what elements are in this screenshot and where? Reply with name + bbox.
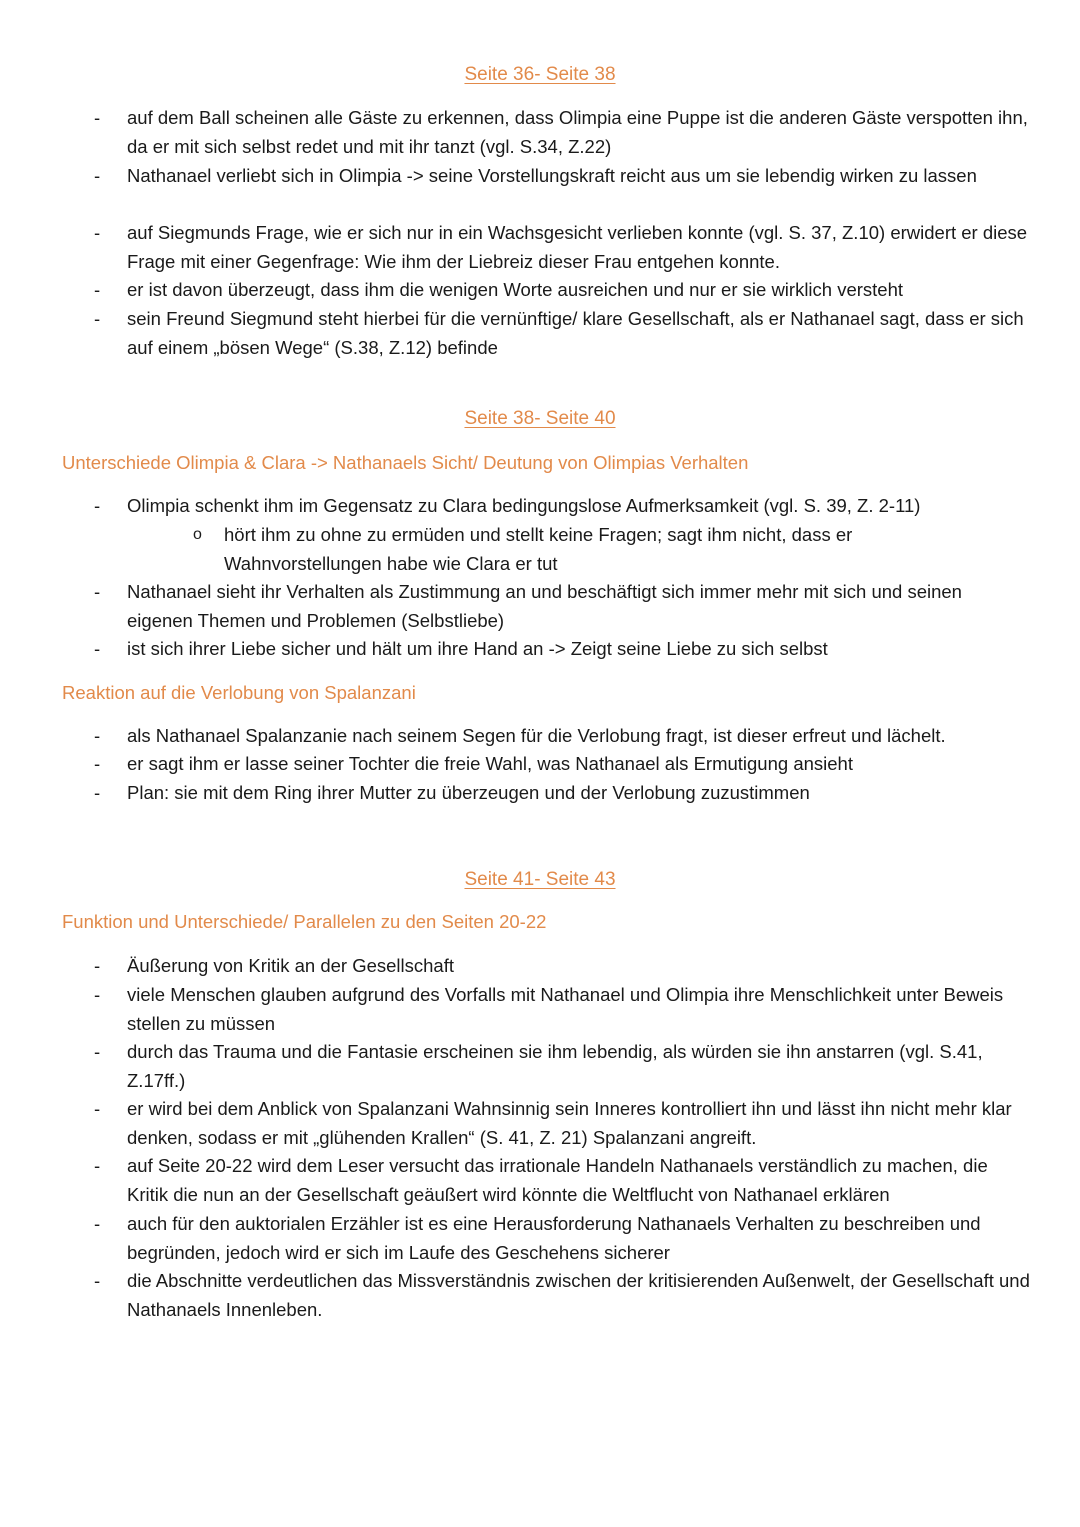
sub-heading: Funktion und Unterschiede/ Parallelen zu den Seiten 20-22: [62, 911, 547, 932]
section-heading: Seite 36- Seite 38: [464, 64, 616, 85]
list-item-text: sein Freund Siegmund steht hierbei für die vernünftige/ klare Gesellschaft, als er Nathanael sagt, dass er sich auf einem „bösen Wege“ (S.38, Z.12) befinde: [127, 308, 1024, 358]
sub-heading: Reaktion auf die Verlobung von Spalanzani: [62, 682, 416, 703]
dash-bullet: -: [94, 107, 101, 128]
dash-bullet: -: [94, 725, 101, 746]
dash-bullet: -: [94, 984, 101, 1005]
dash-bullet: -: [94, 638, 101, 659]
list-item-text: Nathanael verliebt sich in Olimpia -> seine Vorstellungskraft reicht aus um sie lebendig wirken zu lassen: [127, 165, 977, 186]
section-heading: Seite 41- Seite 43: [464, 869, 616, 890]
list-item-text: Nathanael sieht ihr Verhalten als Zustimmung an und beschäftigt sich immer mehr mit sich und seinen eigenen Themen und Problemen (Selbstliebe): [127, 581, 962, 631]
list-item-text: die Abschnitte verdeutlichen das Missverständnis zwischen der kritisierenden Außenwelt, der Gesellschaft und Nathanaels Innenleben.: [127, 1270, 1030, 1320]
list-item-text: auf Seite 20-22 wird dem Leser versucht das irrationale Handeln Nathanaels verständlich zu machen, die Kritik die nun an der Gesellschaft geäußert wird könnte die Weltflucht von Nathanael erklären: [127, 1155, 988, 1205]
dash-bullet: -: [94, 222, 101, 243]
list-item-text: viele Menschen glauben aufgrund des Vorfalls mit Nathanael und Olimpia ihre Menschlichkeit unter Beweis stellen zu müssen: [127, 984, 1004, 1034]
list-item-text: ist sich ihrer Liebe sicher und hält um ihre Hand an -> Zeigt seine Liebe zu sich selbst: [127, 638, 828, 659]
dash-bullet: -: [94, 279, 101, 300]
circle-bullet: o: [193, 526, 202, 543]
list-item-text: Äußerung von Kritik an der Gesellschaft: [127, 955, 454, 976]
list-item-text: Plan: sie mit dem Ring ihrer Mutter zu überzeugen und der Verlobung zuzustimmen: [127, 782, 810, 803]
dash-bullet: -: [94, 165, 101, 186]
section-heading: Seite 38- Seite 40: [464, 408, 616, 429]
sub-list-item-text: hört ihm zu ohne zu ermüden und stellt keine Fragen; sagt ihm nicht, dass er Wahnvorstellungen habe wie Clara er tut: [224, 524, 853, 574]
dash-bullet: -: [94, 1213, 101, 1234]
list-item-text: er ist davon überzeugt, dass ihm die wenigen Worte ausreichen und nur er sie wirklich versteht: [127, 279, 904, 300]
dash-bullet: -: [94, 782, 101, 803]
list-item-text: Olimpia schenkt ihm im Gegensatz zu Clara bedingungslose Aufmerksamkeit (vgl. S. 39, Z. 2-11): [127, 495, 921, 516]
dash-bullet: -: [94, 1041, 101, 1062]
dash-bullet: -: [94, 955, 101, 976]
list-item-text: durch das Trauma und die Fantasie erscheinen sie ihm lebendig, als würden sie ihn anstarren (vgl. S.41, Z.17ff.): [127, 1041, 983, 1091]
dash-bullet: -: [94, 1270, 101, 1291]
sub-heading: Unterschiede Olimpia & Clara -> Nathanaels Sicht/ Deutung von Olimpias Verhalten: [62, 452, 749, 473]
dash-bullet: -: [94, 1155, 101, 1176]
list-item-text: auf dem Ball scheinen alle Gäste zu erkennen, dass Olimpia eine Puppe ist die anderen Gäste verspotten ihn, da er mit sich selbst redet und mit ihr tanzt (vgl. S.34, Z.22): [127, 107, 1028, 157]
list-item-text: auch für den auktorialen Erzähler ist es eine Herausforderung Nathanaels Verhalten zu beschreiben und begründen, jedoch wird er sich im Laufe des Geschehens sicherer: [127, 1213, 981, 1263]
list-item-text: auf Siegmunds Frage, wie er sich nur in ein Wachsgesicht verlieben konnte (vgl. S. 37, Z.10) erwidert er diese Frage mit einer Gegenfrage: Wie ihm der Liebreiz dieser Frau entgehen konnte.: [127, 222, 1028, 272]
list-item-text: er sagt ihm er lasse seiner Tochter die freie Wahl, was Nathanael als Ermutigung ansieht: [127, 753, 853, 774]
dash-bullet: -: [94, 753, 101, 774]
list-item-text: er wird bei dem Anblick von Spalanzani Wahnsinnig sein Inneres kontrolliert ihn und lässt ihn nicht mehr klar denken, sodass er mit „glühenden Krallen“ (S. 41, Z. 21) Spalanzani angreift.: [127, 1098, 1012, 1148]
dash-bullet: -: [94, 581, 101, 602]
dash-bullet: -: [94, 1098, 101, 1119]
list-item-text: als Nathanael Spalanzanie nach seinem Segen für die Verlobung fragt, ist dieser erfreut und lächelt.: [127, 725, 946, 746]
dash-bullet: -: [94, 495, 101, 516]
dash-bullet: -: [94, 308, 101, 329]
